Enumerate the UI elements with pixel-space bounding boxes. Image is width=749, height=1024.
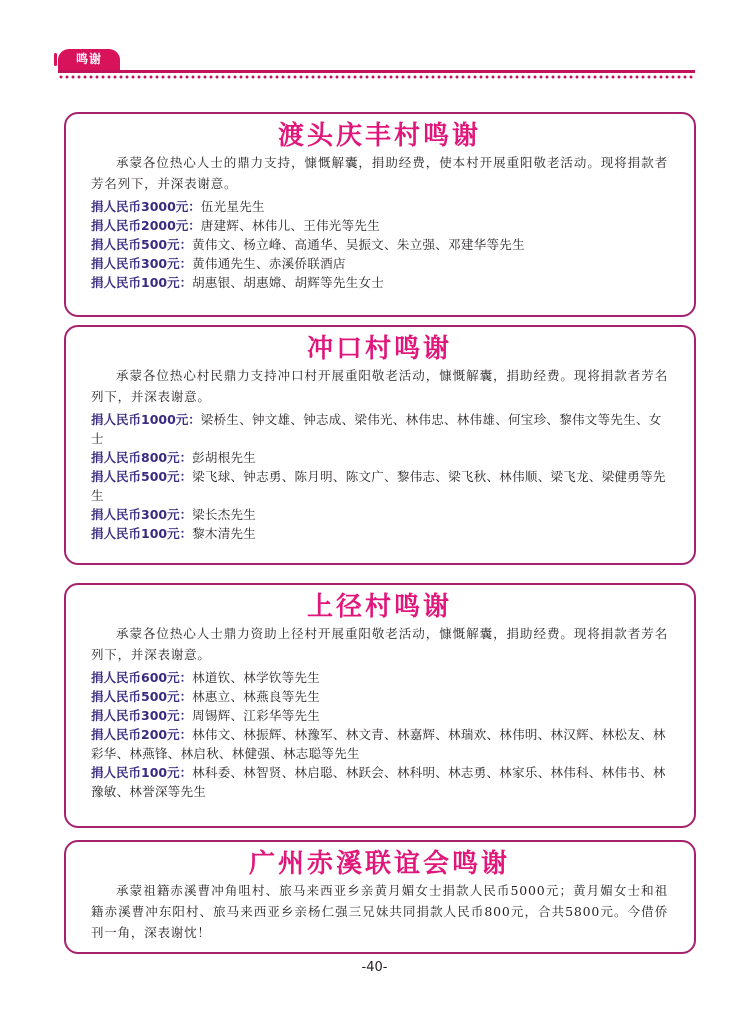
- donation-line: [91, 273, 668, 292]
- donor-names: 唐建辉、林伟儿、王伟光等先生: [200, 218, 380, 233]
- notice-title: 渡头庆丰村鸣谢: [277, 121, 481, 151]
- page-number: -40-: [361, 960, 388, 975]
- donation-amount: 捐人民币300元：: [91, 507, 193, 522]
- donation-line: [91, 763, 668, 801]
- donor-names: 黄伟通先生、赤溪侨联酒店: [192, 256, 346, 271]
- donation-amount: 捐人民币800元：: [91, 450, 193, 465]
- donor-names: 梁长杰先生: [192, 507, 257, 522]
- donation-line: [91, 197, 668, 216]
- donor-names: 黎木清先生: [192, 526, 257, 541]
- donor-names: 彭胡根先生: [192, 450, 257, 465]
- notice-intro: 承蒙祖籍赤溪曹冲角咀村、旅马来西亚乡亲黄月媚女士捐款人民币5000元；黄月媚女士和祖籍赤溪曹冲东阳村、旅马来西亚乡亲杨仁强三兄妹共同捐款人民币800元，合共5800元。今借侨刊一角，深表谢忱！: [91, 883, 668, 940]
- donation-line: [91, 467, 668, 505]
- donation-line: [91, 524, 668, 543]
- notice-box-dutou-qingfeng: [64, 112, 696, 317]
- donation-amount: 捐人民币600元：: [91, 670, 193, 685]
- notice-box-guangzhou-chixi: [64, 840, 696, 954]
- donation-amount: 捐人民币500元：: [91, 469, 193, 484]
- section-tag: 鸣谢: [58, 49, 120, 70]
- donor-names: 林伟文、林振辉、林豫军、林文青、林嘉辉、林瑞欢、林伟明、林汉辉、林松友、林彩华、林燕锋、林启秋、林健强、林志聪等先生: [91, 727, 666, 761]
- notice-box-chongkou: [64, 325, 696, 565]
- donation-amount: 捐人民币200元：: [91, 727, 193, 742]
- donation-line: [91, 668, 668, 687]
- donor-names: 胡惠银、胡惠嫦、胡辉等先生女士: [192, 275, 385, 290]
- notice-box-shangjing: [64, 583, 696, 828]
- donor-names: 梁飞球、钟志勇、陈月明、陈文广、黎伟志、梁飞秋、林伟顺、梁飞龙、梁健勇等先生: [91, 469, 666, 503]
- donation-line: [91, 706, 668, 725]
- donation-amount: 捐人民币3000元：: [91, 199, 201, 214]
- donation-amount: 捐人民币100元：: [91, 765, 193, 780]
- donor-names: 林道钦、林学钦等先生: [192, 670, 321, 685]
- notice-intro: 承蒙各位热心人士的鼎力支持，慷慨解囊，捐助经费，使本村开展重阳敬老活动。现将捐款者芳名列下，并深表谢意。: [91, 155, 668, 191]
- notice-title: 上径村鸣谢: [306, 592, 452, 622]
- notice-title: 冲口村鸣谢: [306, 334, 452, 364]
- donor-names: 伍光星先生: [200, 199, 265, 214]
- donation-amount: 捐人民币500元：: [91, 237, 193, 252]
- donor-names: 周锡辉、江彩华等先生: [192, 708, 321, 723]
- donation-amount: 捐人民币100元：: [91, 275, 193, 290]
- donation-amount: 捐人民币1000元：: [91, 412, 201, 427]
- notice-title: 广州赤溪联谊会鸣谢: [248, 849, 510, 879]
- notice-intro: 承蒙各位热心村民鼎力支持冲口村开展重阳敬老活动，慷慨解囊，捐助经费。现将捐款者芳名列下，并深表谢意。: [91, 368, 668, 404]
- donation-line: [91, 448, 668, 467]
- donation-line: [91, 235, 668, 254]
- donation-line: [91, 687, 668, 706]
- notice-intro: 承蒙各位热心人士鼎力资助上径村开展重阳敬老活动，慷慨解囊，捐助经费。现将捐款者芳名列下，并深表谢意。: [91, 626, 668, 662]
- donation-line: [91, 410, 668, 448]
- donation-line: [91, 505, 668, 524]
- donor-names: 梁桥生、钟文雄、钟志成、梁伟光、林伟忠、林伟雄、何宝珍、黎伟文等先生、女士: [91, 412, 662, 446]
- donation-line: [91, 216, 668, 235]
- donation-amount: 捐人民币100元：: [91, 526, 193, 541]
- donation-line: [91, 254, 668, 273]
- donation-amount: 捐人民币300元：: [91, 256, 193, 271]
- header-rule: [58, 70, 695, 73]
- donation-amount: 捐人民币500元：: [91, 689, 193, 704]
- donation-amount: 捐人民币300元：: [91, 708, 193, 723]
- header-dotted-rule: [58, 75, 695, 79]
- donation-line: [91, 725, 668, 763]
- donor-names: 林科委、林智贤、林启聪、林跃会、林科明、林志勇、林家乐、林伟科、林伟书、林豫敏、林誉深等先生: [91, 765, 666, 799]
- donor-names: 林惠立、林燕良等先生: [192, 689, 321, 704]
- donor-names: 黄伟文、杨立峰、高通华、吴振文、朱立强、邓建华等先生: [192, 237, 525, 252]
- donation-amount: 捐人民币2000元：: [91, 218, 201, 233]
